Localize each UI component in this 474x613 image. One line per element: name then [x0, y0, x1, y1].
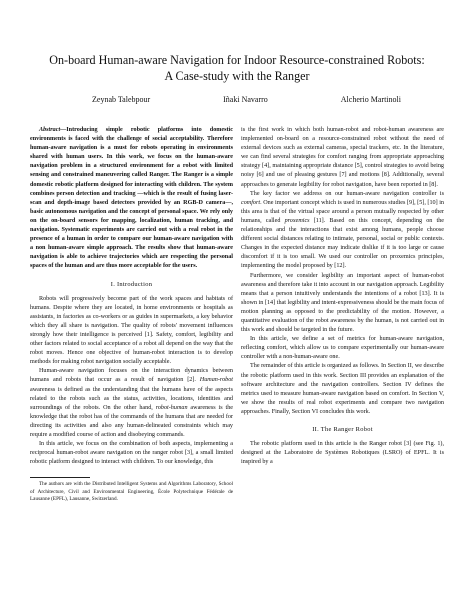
right-paragraph-6: The robotic platform used in this article is the Ranger robot [3] (see Fig. 1), designed at the Laboratoire de Systèmes Robotiques (LSRO) of EPFL. It is inspired by a: [241, 441, 444, 466]
text-span: . One important concept which is used in numerous studies [9], [5], [10] in this area is that of the virtual space around a person mutually respected by other humans, called: [241, 199, 444, 224]
text-span: Human-aware navigation focuses on the interaction dynamics between humans and robots that occur as a result of navigation [2].: [30, 368, 233, 384]
text-span: awareness is the knowledge that the robot has of the commands of the humans that are needed for directing its activities and also any human-delineated constraints which may require a modified course of action and disobeying commands.: [30, 404, 233, 438]
affiliation-footnote: The authors are with the Distributed Intelligent Systems and Algorithms Laboratory, School of Architecture, Civil and Environmental Engineering, École Polytechnique Fédérale de Lausanne (EPFL), Lausanne, Switzerland.: [30, 481, 233, 502]
abstract-label: Abstract: [39, 127, 61, 133]
title-line-2: A Case-study with the Ranger: [164, 69, 310, 83]
text-span: [11]. Based on this concept, depending on the relationships and the interactions that exist among humans, people choose different social distances relating to intimate, personal, social or public contexts. Changes in the expected distance may indicate dislike if it is too large or cause discomfort if it is too small. We used our controller on proxemics principles, implementing the model proposed by [12].: [241, 217, 444, 270]
author-name: Alcherio Martinoli: [340, 95, 401, 104]
section-heading-introduction: I. Introduction: [110, 280, 153, 288]
author-name: Iñaki Navarro: [223, 95, 268, 104]
author-list: [30, 95, 444, 105]
text-span: The key factor we address on our human-aware navigation controller is: [250, 190, 444, 197]
emphasis-term: comfort: [241, 199, 261, 206]
footnote-divider: [30, 477, 90, 478]
right-paragraph-4: In this article, we define a set of metrics for human-aware navigation, reflecting comfort, which allow us to compare experimentally our human-aware controller with a non-human-aware one.: [241, 336, 444, 361]
right-paragraph-5: The remainder of this article is organized as follows. In Section II, we describe the robotic platform used in this work. Section III provides an explanation of the software architecture and the navigation controllers. Section IV defines the metrics used to measure human-aware navigation based on comfort. In Section V, we show the results of real robot experiments and compare two navigation approaches. Finally, Section VI concludes this work.: [241, 363, 444, 415]
right-paragraph-1: is the first work in which both human-robot and robot-human awareness are implemented on-board on a resource-constrained robot without the need of external devices such as external cameras, special trackers, etc. In the literature, we can find several strategies for comfort ranging from appropriate approaching strategy [4], maintaining appropriate distance [5], control strategies to avoid being noisy [6] and use of pleasing gestures [7] and motions [8]. Additionally, several approaches to generate legibility for robot navigation, have been reported in [8].: [241, 127, 444, 188]
paper-title: [24, 52, 450, 84]
section-heading-ranger-robot: II. The Ranger Robot: [312, 426, 373, 433]
title-line-1: On-board Human-aware Navigation for Indoor Resource-constrained Robots:: [49, 53, 425, 67]
left-column: [30, 126, 233, 503]
intro-paragraph-1: Robots will progressively become part of the work spaces and habitats of humans. Despite where they are located, in home environments or hospitals as assistants, in factories as co-workers or as guides in supermarkets, a key behavior which they all share is navigation. The quality of robots' movement influences strongly how their intelligence is perceived [1]. Safety, comfort, legibility and other factors related to social acceptance of a robot all depend on the way that the robot moves. Hence one objective of human-robot interaction is to develop methods for making robot navigation socially acceptable.: [30, 295, 233, 366]
abstract: [30, 126, 233, 272]
intro-paragraph-3: In this article, we focus on the combination of both aspects, implementing a reciprocal human-robot aware navigation on the ranger robot [3], a small limited robotic platform designed to interact with children. To our knowledge, this: [30, 441, 233, 466]
abstract-text: —Introducing simple robotic platforms into domestic environments is faced with the challenge of social acceptability. Therefore human-aware navigation is a must for robots operating in environments shared with human users. In this work, we focus on the human-aware navigation problem in a structured environment for a robot with limited sensing and constrained maneuvering called Ranger. The Ranger is a simple domestic robotic platform designed for interacting with children. The system combines person detection and tracking —which is the result of fusing laser-scan and depth-image based detectors provided by an RGB-D camera—, basic autonomous navigation and the concept of personal space. We rely only on the on-board sensors for mapping, localization, human tracking, and navigation. Systematic experiments are carried out with a real robot in the presence of a human in order to compare our human-aware navigation with a non human-aware simple approach. The results show that human-aware navigation is able to achieve trajectories which are respecting the personal spaces of the human and are thus more acceptable for the users.: [30, 127, 233, 270]
emphasis-term: Human-robot: [199, 377, 233, 384]
text-span: awareness is defined as the understanding that the humans have of the aspects related to the robots such as the status, activities, locations, identities and surroundings of the robots. On the other hand,: [30, 386, 233, 411]
right-column: [241, 126, 444, 467]
emphasis-term: robot-human: [155, 404, 188, 411]
right-paragraph-2: [241, 190, 444, 272]
right-paragraph-3: Furthermore, we consider legibility an important aspect of human-robot awareness and therefore take it into account in our navigation approach. Legibility means that a person intuitively understands the intentions of a robot [13]. It is shown in [14] that legibility and intent-expressiveness should be the main focus of motion planning as opposed to the predictability of the motion. However, a quantitative evaluation of the robot awareness by the human, is not carried out in this work and should be targeted in the future.: [241, 272, 444, 334]
emphasis-term: proxemics: [284, 217, 310, 224]
author-name: Zeynab Talebpour: [92, 95, 151, 104]
intro-paragraph-2: [30, 367, 233, 440]
